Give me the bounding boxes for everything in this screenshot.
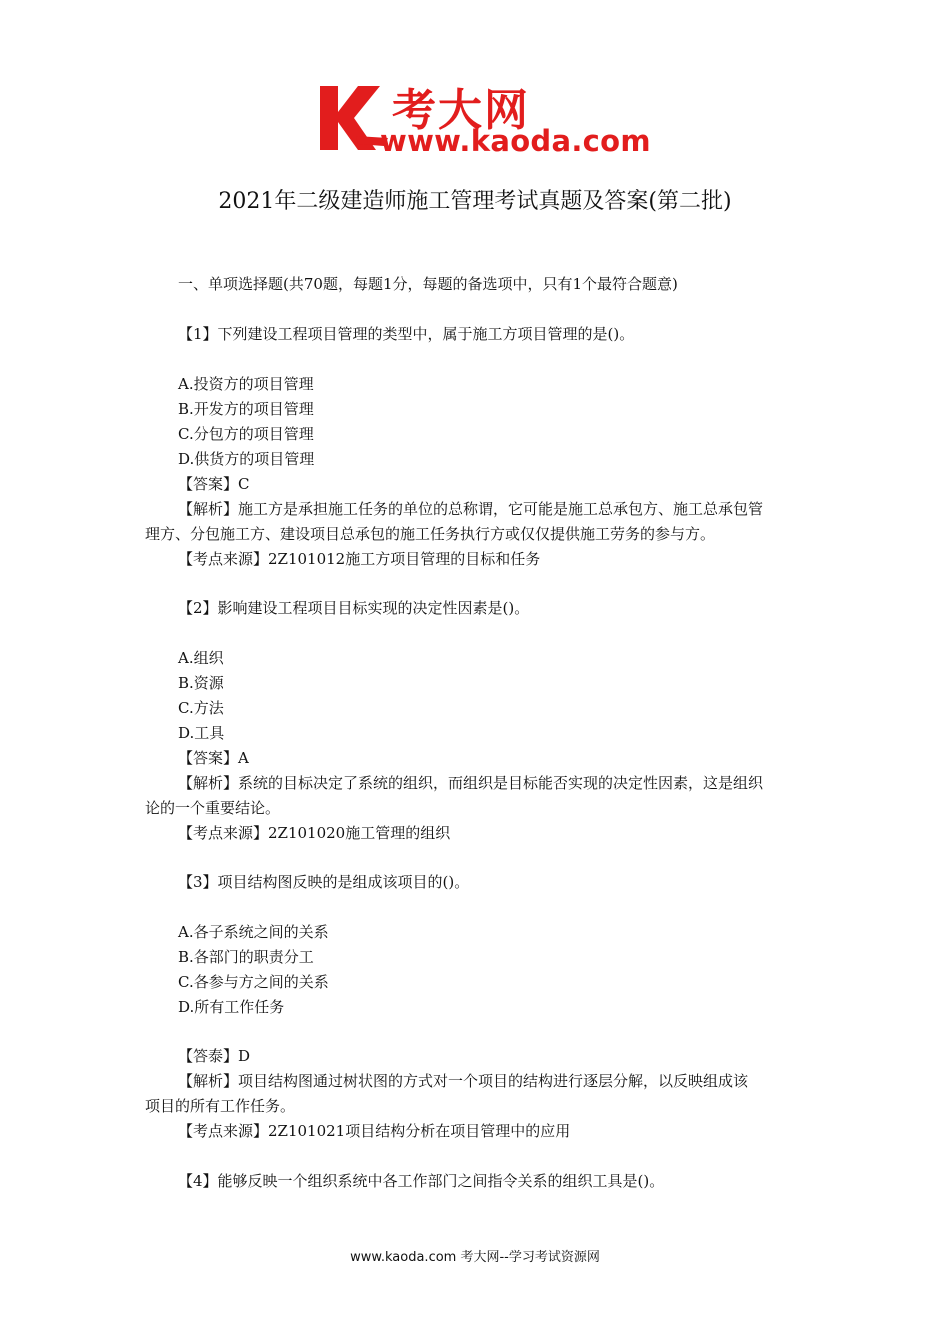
source: 【考点来源】2Z101021项目结构分析在项目管理中的应用 xyxy=(178,1122,571,1140)
option-c: C.各参与方之间的关系 xyxy=(178,973,329,991)
option-b: B.开发方的项目管理 xyxy=(178,400,314,418)
option-b: B.资源 xyxy=(178,674,224,692)
source: 【考点来源】2Z101020施工管理的组织 xyxy=(178,824,451,842)
option-c: C.分包方的项目管理 xyxy=(178,425,314,443)
answer: 【答案】A xyxy=(178,749,249,767)
analysis-line: 理方、分包施工方、建设项目总承包的施工任务执行方或仅仅提供施工劳务的参与方。 xyxy=(145,525,716,543)
option-b: B.各部门的职责分工 xyxy=(178,948,314,966)
option-d: D.供货方的项目管理 xyxy=(178,450,315,468)
question-stem: 【3】项目结构图反映的是组成该项目的()。 xyxy=(178,873,470,891)
section-heading: 一、单项选择题(共70题，每题1分，每题的备选项中，只有1个最符合题意) xyxy=(178,275,678,293)
logo-brand-name: 考大网 xyxy=(392,85,530,136)
option-a: A.投资方的项目管理 xyxy=(178,375,314,393)
page-title: 2021年二级建造师施工管理考试真题及答案(第二批) xyxy=(218,189,732,214)
option-a: A.各子系统之间的关系 xyxy=(178,923,329,941)
option-a: A.组织 xyxy=(178,649,224,667)
kaoda-logo xyxy=(318,80,651,160)
option-d: D.所有工作任务 xyxy=(178,998,285,1016)
source: 【考点来源】2Z101012施工方项目管理的目标和任务 xyxy=(178,550,541,568)
question-stem: 【1】下列建设工程项目管理的类型中，属于施工方项目管理的是()。 xyxy=(178,325,635,343)
analysis-line: 论的一个重要结论。 xyxy=(145,799,281,817)
option-c: C.方法 xyxy=(178,699,224,717)
logo-url: www.kaoda.com xyxy=(380,124,651,158)
question-stem: 【2】影响建设工程项目目标实现的决定性因素是()。 xyxy=(178,599,530,617)
answer: 【答泰】D xyxy=(178,1047,251,1065)
analysis-line: 【解析】系统的目标决定了系统的组织，而组织是目标能否实现的决定性因素，这是组织 xyxy=(178,774,764,792)
analysis-line: 【解析】施工方是承担施工任务的单位的总称谓，它可能是施工总承包方、施工总承包管 xyxy=(178,500,764,518)
option-d: D.工具 xyxy=(178,724,225,742)
page-footer: www.kaoda.com 考大网--学习考试资源网 xyxy=(350,1250,600,1265)
analysis-line: 【解析】项目结构图通过树状图的方式对一个项目的结构进行逐层分解，以反映组成该 xyxy=(178,1072,749,1090)
question-stem: 【4】能够反映一个组织系统中各工作部门之间指令关系的组织工具是()。 xyxy=(178,1172,665,1190)
analysis-line: 项目的所有工作任务。 xyxy=(145,1097,296,1115)
answer: 【答案】C xyxy=(178,475,250,493)
